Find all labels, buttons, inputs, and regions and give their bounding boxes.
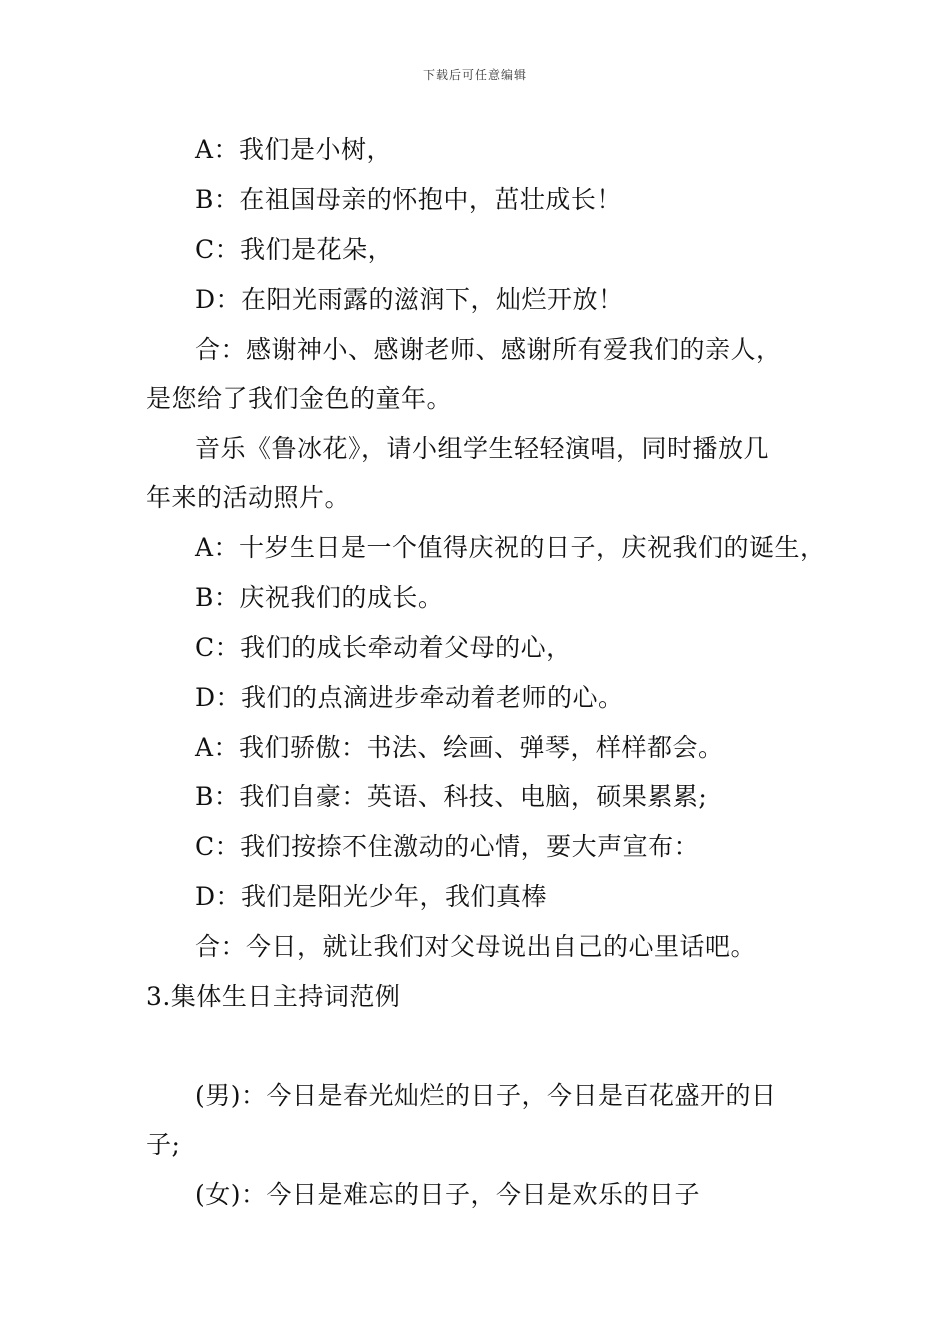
dialogue-line: 子; <box>146 1130 181 1159</box>
dialogue-line: C：我们是花朵， <box>195 235 394 264</box>
dialogue-line: A：我们是小树， <box>195 135 393 164</box>
dialogue-line: D：在阳光雨露的滋润下，灿烂开放！ <box>195 285 624 314</box>
section-heading: 3.集体生日主持词范例 <box>146 982 401 1011</box>
dialogue-line: A：十岁生日是一个值得庆祝的日子，庆祝我们的诞生， <box>195 533 826 562</box>
dialogue-line: D：我们是阳光少年，我们真棒 <box>195 882 548 911</box>
dialogue-line: C：我们的成长牵动着父母的心， <box>195 633 572 662</box>
dialogue-line: A：我们骄傲：书法、绘画、弹琴，样样都会。 <box>195 733 724 762</box>
dialogue-line: (男)：今日是春光灿烂的日子，今日是百花盛开的日 <box>195 1081 777 1110</box>
dialogue-line: D：我们的点滴进步牵动着老师的心。 <box>195 683 624 712</box>
dialogue-line: B：我们自豪：英语、科技、电脑，硕果累累; <box>195 782 708 811</box>
dialogue-line: 是您给了我们金色的童年。 <box>146 384 453 413</box>
dialogue-line: 合：感谢神小、感谢老师、感谢所有爱我们的亲人， <box>195 335 782 364</box>
dialogue-line: 合：今日，就让我们对父母说出自己的心里话吧。 <box>195 932 757 961</box>
dialogue-line: B：在祖国母亲的怀抱中，茁壮成长！ <box>195 185 622 214</box>
page-header: 下载后可任意编辑 <box>422 68 527 82</box>
dialogue-line: (女)：今日是难忘的日子，今日是欢乐的日子 <box>195 1180 701 1209</box>
dialogue-line: B：庆祝我们的成长。 <box>195 583 444 612</box>
paragraph-line: 音乐《鲁冰花》，请小组学生轻轻演唱，同时播放几 <box>195 434 770 463</box>
paragraph-line: 年来的活动照片。 <box>146 483 351 512</box>
dialogue-line: C：我们按捺不住激动的心情，要大声宣布： <box>195 832 700 861</box>
